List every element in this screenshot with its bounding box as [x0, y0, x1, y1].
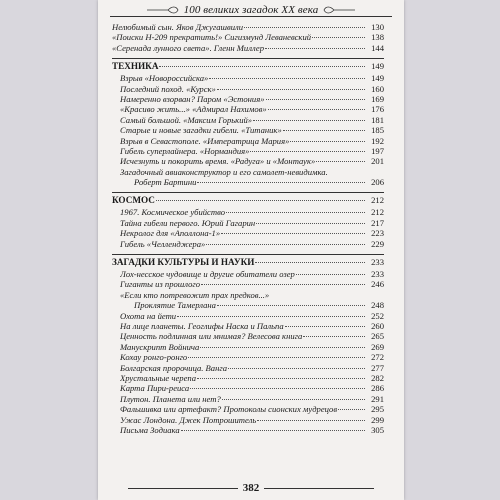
entry-title: «Серенада лунного света». Гленн Миллер: [112, 42, 265, 53]
entry-page: 260: [371, 320, 384, 331]
entry-page: 201: [371, 156, 384, 167]
table-of-contents: [112, 22, 384, 435]
book-title: 100 великих загадок XX века: [183, 4, 319, 16]
entry-title: Кохау ронго-ронго: [120, 352, 188, 363]
dot-leader: [156, 200, 365, 201]
entry-page: 138: [371, 32, 384, 43]
dot-leader: [312, 37, 365, 38]
entry-title: Взрыв «Новороссийска»: [120, 73, 209, 84]
entry-title: Плутон. Планета или нет?: [120, 393, 221, 404]
toc-entry[interactable]: [120, 156, 384, 166]
entry-page: 197: [371, 145, 384, 156]
toc-entry[interactable]: [120, 115, 384, 125]
page-footer: [98, 482, 404, 494]
toc-entry[interactable]: [112, 22, 384, 32]
entry-title: Нелюбимый сын. Яков Джугашвили: [112, 22, 244, 32]
entry-title: Ценность подлинная или мнимая? Велесова книга: [120, 331, 303, 342]
section-rule: [112, 192, 384, 193]
entry-title: Загадочный авиаконструктор и его самолет-невидимка.: [120, 166, 328, 177]
toc-entry[interactable]: [120, 73, 384, 83]
toc-entry[interactable]: [120, 415, 384, 425]
entry-page: 277: [371, 362, 384, 373]
toc-entry[interactable]: [120, 269, 384, 279]
entry-page: 286: [371, 383, 384, 394]
entry-title: «Красиво жить...» «Адмирал Нахимов»: [120, 104, 267, 115]
dot-leader: [197, 378, 365, 379]
entry-title: Лох-несское чудовище и другие обитатели озер: [120, 269, 295, 280]
entry-title: Тайна гибели первого. Юрий Гагарин: [120, 217, 256, 228]
toc-entry[interactable]: [120, 300, 384, 310]
dot-leader: [255, 262, 365, 263]
entry-page: 130: [371, 22, 384, 32]
entry-page: 192: [371, 135, 384, 146]
entry-title: Последний поход. «Курск»: [120, 83, 216, 94]
entry-page: 291: [371, 393, 384, 404]
toc-entry[interactable]: [120, 84, 384, 94]
dot-leader: [316, 161, 365, 162]
section-title: ТЕХНИКА: [112, 61, 159, 72]
toc-entry[interactable]: [120, 352, 384, 362]
right-ornament-icon: [322, 5, 356, 15]
entry-page: 217: [371, 217, 384, 228]
dot-leader: [296, 274, 365, 275]
entry-title: Фальшивка или артефакт? Протоколы сионских мудрецов: [120, 404, 338, 415]
dot-leader: [283, 130, 365, 131]
toc-entry[interactable]: [120, 331, 384, 341]
dot-leader: [200, 347, 365, 348]
header-rule: [110, 16, 392, 17]
toc-entry[interactable]: [120, 136, 384, 146]
dot-leader: [177, 316, 365, 317]
toc-entry[interactable]: [120, 383, 384, 393]
dot-leader: [190, 388, 365, 389]
entry-title: Роберт Бартини: [134, 177, 197, 188]
entry-page: 252: [371, 310, 384, 321]
entry-page: 212: [371, 207, 384, 218]
section-title: ЗАГАДКИ КУЛЬТУРЫ И НАУКИ: [112, 257, 255, 268]
dot-leader: [266, 99, 365, 100]
toc-entry[interactable]: [120, 373, 384, 383]
entry-title: Гибель «Челленджера»: [120, 238, 206, 249]
entry-title: Намеренно взорван? Паром «Эстония»: [120, 93, 265, 104]
toc-entry[interactable]: [120, 363, 384, 373]
running-header: [98, 4, 404, 16]
entry-title: Проклятие Тамерлана: [134, 300, 216, 311]
entry-page: 282: [371, 372, 384, 383]
dot-leader: [244, 27, 365, 28]
entry-title: «Если кто потревожит прах предков...»: [120, 289, 270, 300]
entry-page: 144: [371, 42, 384, 53]
toc-entry[interactable]: [120, 125, 384, 135]
dot-leader: [226, 212, 365, 213]
entry-page: 169: [371, 93, 384, 104]
entry-list: [112, 22, 384, 53]
dot-leader: [253, 120, 365, 121]
toc-entry[interactable]: [120, 207, 384, 217]
dot-leader: [265, 48, 365, 49]
toc-entry[interactable]: [120, 104, 384, 114]
entry-title: Хрустальные черепа: [120, 372, 196, 383]
toc-entry[interactable]: [112, 43, 384, 53]
section-page: 149: [371, 61, 384, 72]
entry-page: 185: [371, 125, 384, 136]
toc-entry[interactable]: [120, 342, 384, 352]
entry-page: 272: [371, 352, 384, 363]
entry-list: [112, 269, 384, 435]
toc-entry[interactable]: [120, 311, 384, 321]
entry-page: 299: [371, 414, 384, 425]
dot-leader: [221, 233, 365, 234]
dot-leader: [188, 357, 365, 358]
entry-title: Гибель суперлайнера. «Нормандия»: [120, 145, 250, 156]
entry-title: Охота на йети: [120, 310, 177, 321]
toc-entry[interactable]: [120, 94, 384, 104]
book-page: [98, 0, 404, 500]
entry-title: Карта Пири-реиса: [120, 383, 190, 394]
entry-title: 1967. Космическое убийство: [120, 207, 225, 218]
dot-leader: [159, 66, 365, 67]
entry-page: 246: [371, 279, 384, 290]
section-heading[interactable]: [112, 257, 384, 268]
dot-leader: [268, 109, 365, 110]
entry-page: 269: [371, 341, 384, 352]
dot-leader: [250, 151, 365, 152]
entry-page: 160: [371, 83, 384, 94]
entry-title: Манускрипт Войнича: [120, 341, 200, 352]
entry-title: Ужас Лондона. Джек Потрошитель: [120, 414, 257, 425]
entry-title: Некролог для «Аполлона-1»: [120, 228, 221, 239]
dot-leader: [217, 305, 365, 306]
section-title: КОСМОС: [112, 195, 155, 206]
entry-page: 295: [371, 404, 384, 415]
entry-page: 223: [371, 228, 384, 239]
entry-title: Гиганты из прошлого: [120, 279, 201, 290]
entry-list: [112, 73, 384, 187]
dot-leader: [222, 399, 365, 400]
dot-leader: [257, 420, 365, 421]
entry-title: «Поиски Н-209 прекратить!» Сигизмунд Леваневский: [112, 32, 312, 43]
page-number: 382: [242, 482, 260, 494]
dot-leader: [338, 409, 365, 410]
dot-leader: [206, 244, 365, 245]
left-ornament-icon: [146, 5, 180, 15]
toc-entry[interactable]: [120, 394, 384, 404]
entry-title: На лице планеты. Геоглифы Наска и Пальпа: [120, 320, 284, 331]
toc-entry[interactable]: [120, 321, 384, 331]
dot-leader: [256, 223, 365, 224]
entry-list: [112, 207, 384, 249]
toc-entry[interactable]: [120, 167, 384, 177]
footer-rule-right: [264, 488, 374, 489]
entry-title: Взрыв в Севастополе. «Императрица Мария»: [120, 135, 290, 146]
dot-leader: [228, 368, 365, 369]
footer-rule-left: [128, 488, 238, 489]
toc-entry[interactable]: [120, 290, 384, 300]
section-page: 212: [371, 195, 384, 206]
entry-page: 248: [371, 300, 384, 311]
dot-leader: [217, 89, 365, 90]
dot-leader: [201, 284, 365, 285]
section-rule: [112, 58, 384, 59]
toc-entry[interactable]: [120, 239, 384, 249]
entry-page: 305: [371, 424, 384, 435]
toc-entry[interactable]: [120, 218, 384, 228]
toc-entry[interactable]: [120, 425, 384, 435]
section-rule: [112, 254, 384, 255]
entry-page: 233: [371, 269, 384, 280]
dot-leader: [303, 336, 365, 337]
section-heading[interactable]: [112, 61, 384, 72]
toc-entry[interactable]: [120, 279, 384, 289]
section-page: 233: [371, 257, 384, 268]
entry-page: 176: [371, 104, 384, 115]
dot-leader: [209, 78, 365, 79]
dot-leader: [181, 430, 365, 431]
toc-entry[interactable]: [120, 404, 384, 414]
dot-leader: [197, 182, 365, 183]
toc-entry[interactable]: [120, 228, 384, 238]
toc-entry[interactable]: [120, 177, 384, 187]
entry-page: 181: [371, 114, 384, 125]
entry-title: Исчезнуть и покорить время. «Радуга» и «Монтаук»: [120, 156, 316, 167]
toc-entry[interactable]: [120, 146, 384, 156]
entry-page: 149: [371, 73, 384, 84]
entry-title: Самый большой. «Максим Горький»: [120, 114, 253, 125]
section-heading[interactable]: [112, 195, 384, 206]
entry-title: Письма Зодиака: [120, 424, 180, 435]
entry-title: Болгарская пророчица. Ванга: [120, 362, 228, 373]
entry-page: 229: [371, 238, 384, 249]
entry-page: 206: [371, 177, 384, 188]
entry-title: Старые и новые загадки гибели. «Титаник»: [120, 125, 282, 136]
entry-page: 265: [371, 331, 384, 342]
toc-entry[interactable]: [112, 32, 384, 42]
dot-leader: [290, 141, 365, 142]
dot-leader: [285, 326, 365, 327]
